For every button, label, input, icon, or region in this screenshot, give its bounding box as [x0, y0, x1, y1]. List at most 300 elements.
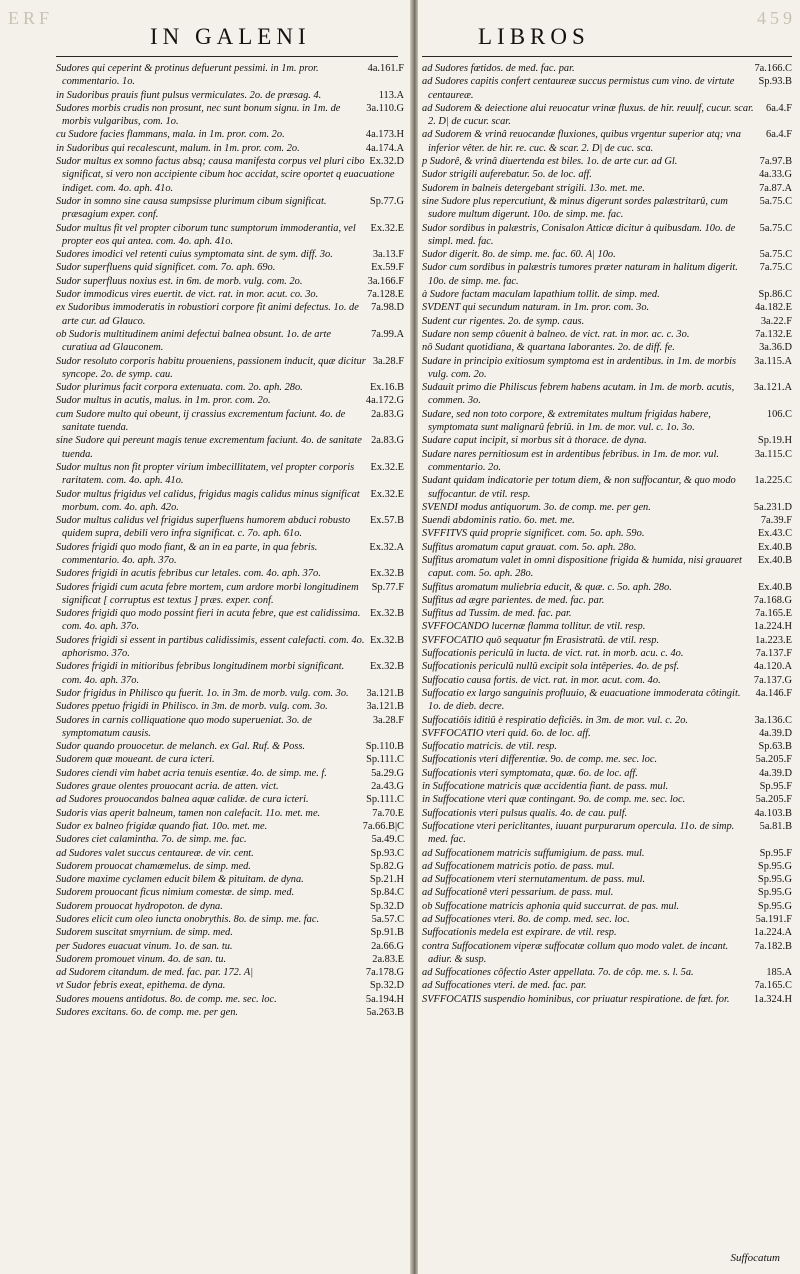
index-entry — [56, 926, 404, 939]
entry-reference: Ex.16.B — [369, 382, 404, 394]
index-entry — [422, 807, 792, 820]
entry-text: Suffitus aromatum valet in omni dispositione frigida & humida, nisi grauaret caput. com. 5o. aph. 28o. — [422, 554, 742, 580]
entry-text: ad Suffocationes vteri. 8o. de comp. med. sec. loc. — [422, 914, 630, 925]
entry-text: Sudent cur rigentes. 2o. de symp. caus. — [422, 315, 585, 327]
index-entry — [422, 355, 792, 382]
right-page — [418, 0, 800, 1274]
entry-reference: 2a.83.G — [371, 435, 404, 447]
index-entry — [56, 740, 404, 753]
entry-text: Sudare in principio exitiosum symptoma est in ardentibus. in 1m. de morbis vulg. com. 2o. — [422, 355, 737, 380]
index-entry — [56, 979, 404, 992]
entry-reference: Sp.82.G — [369, 860, 404, 872]
entry-reference: Sp.95.G — [757, 900, 792, 912]
entry-reference: Ex.43.C — [757, 528, 792, 540]
index-entry — [56, 128, 404, 141]
index-entry — [422, 793, 792, 806]
entry-reference: 3a.115.C — [754, 448, 792, 460]
entry-text: ad Suffocationes côfectio Aster appellata. 7o. de côp. me. s. l. 5a. — [422, 967, 694, 979]
index-entry — [422, 514, 792, 527]
index-entry — [422, 288, 792, 301]
entry-text: Sudores frigidi cum acuta febre mortem, cum ardore morbi longitudinem significat [ corruptus est textus ] præs. exper. conf. — [56, 581, 359, 606]
index-entry — [422, 341, 792, 354]
entry-text: in Sudoribus prauis fiunt pulsus vermiculates. 2o. de præsag. 4. — [56, 89, 322, 101]
entry-text: SVENDI modus antiquorum. 3o. de comp. me. per gen. — [422, 501, 651, 513]
entry-reference: 7a.66.B|C — [362, 820, 404, 832]
entry-reference: Ex.32.B — [369, 634, 404, 646]
entry-text: Sudor strigili auferebatur. 5o. de loc. aff. — [422, 169, 592, 181]
entry-text: Sudores morbis crudis non prosunt, nec sunt bonum signu. in 1m. de morbis vulgaribus, com. 1o. — [56, 102, 341, 128]
index-entry — [422, 195, 792, 222]
entry-text: Sudor quando prouocetur. de melanch. ex Gal. Ruf. & Poss. — [56, 741, 305, 753]
entry-reference: 113.A — [378, 89, 404, 101]
index-entry — [56, 408, 404, 435]
index-entry — [56, 381, 404, 394]
entry-text: Sudor frigidus in Philisco qu fuerit. 1o. in 3m. de morb. vulg. com. 3o. — [56, 687, 349, 699]
index-entry — [56, 913, 404, 926]
index-entry — [56, 940, 404, 953]
entry-reference: 4a.173.H — [365, 129, 404, 141]
entry-reference: Ex.59.F — [371, 262, 404, 274]
index-entry — [56, 567, 404, 580]
entry-reference: 3a.110.G — [366, 102, 404, 114]
entry-reference: 1a.224.A — [753, 927, 792, 939]
entry-reference: 5a.49.C — [371, 834, 404, 846]
entry-text: Sudores in carnis colliquatione quo modo superueniat. 3o. de symptomatum causis. — [56, 714, 312, 739]
index-entry — [56, 275, 404, 288]
entry-text: Sudores excitans. 6o. de comp. me. per gen. — [56, 1007, 238, 1019]
index-entry — [56, 607, 404, 634]
entry-text: contra Suffocationem viperæ suffocatæ collum quo modo valet. de incant. adiur. & susp. — [422, 940, 729, 965]
entry-reference: 6a.4.F — [766, 129, 792, 141]
entry-text: Sudores elicit cum oleo iuncta onobrythis. 8o. de simp. me. fac. — [56, 914, 320, 925]
entry-reference: Sp.111.C — [366, 754, 404, 766]
entry-text: Sudores qui ceperint & protinus defuerunt pessimi. in 1m. pror. commentario. 1o. — [56, 63, 319, 88]
entry-text: Suffitus aromatum caput grauat. com. 5o. aph. 28o. — [422, 541, 637, 553]
entry-reference: 5a.205.F — [755, 794, 792, 806]
entry-text: SVFFITVS quid proprie significet. com. 5o. aph. 59o. — [422, 528, 645, 540]
index-entry — [56, 873, 404, 886]
index-entry — [56, 89, 404, 102]
index-entry — [422, 900, 792, 913]
entry-text: Suffocatiôis iditiû è respiratio deficiês. in 3m. de mor. vul. c. 2o. — [422, 714, 688, 726]
entry-reference: Sp.95.G — [757, 874, 792, 886]
entry-reference: Ex.32.B — [369, 568, 404, 580]
entry-text: ad Suffocationem vteri sternutamentum. de pass. mul. — [422, 874, 646, 886]
entry-reference: 5a.57.C — [371, 914, 404, 925]
entry-text: Sudor superfluens quid significet. com. 7o. aph. 69o. — [56, 262, 276, 274]
entry-reference: Sp.86.C — [758, 289, 792, 301]
entry-reference: 4a.161.F — [367, 63, 404, 74]
entry-text: Sudorem suscitat smyrnium. de simp. med. — [56, 927, 233, 939]
entry-reference: 4a.103.B — [754, 807, 792, 819]
header-rule — [422, 56, 792, 57]
entry-text: nô Sudant quotidiana, & quartana laborantes. 2o. de diff. fe. — [422, 342, 675, 354]
index-entry — [422, 75, 792, 102]
entry-reference: Ex.32.D — [369, 156, 404, 168]
index-entry — [56, 514, 404, 541]
entry-text: Suffocatio ex largo sanguinis profluuio, & euacuatione immoderata côtingit. 1o. de dieb. decre. — [422, 687, 741, 713]
index-entry — [422, 873, 792, 886]
entry-text: ad Sudores fœtidos. de med. fac. par. — [422, 63, 575, 74]
entry-reference: 3a.115.A — [754, 355, 792, 367]
index-entry — [56, 222, 404, 249]
entry-reference: Sp.77.G — [369, 195, 404, 207]
index-entry — [422, 102, 792, 129]
entry-reference: 3a.121.B — [366, 701, 404, 713]
entry-reference: 7a.137.G — [753, 674, 792, 686]
entry-text: Sudorem prouocat chamæmelus. de simp. med. — [56, 860, 251, 872]
entry-text: Sudare, sed non toto corpore, & extremitates multum frigidas habere, symptomata sunt malignarû febriû. in 1m. de mor. vul. c. 1o. 3o. — [422, 408, 711, 434]
entry-text: Suffocationis vteri differentiæ. 9o. de comp. me. sec. loc. — [422, 754, 658, 766]
entry-text: Suffocationis vteri symptomata, quæ. 6o. de loc. aff. — [422, 767, 638, 779]
entry-reference: 5a.29.G — [371, 767, 404, 779]
index-entry — [422, 315, 792, 328]
running-head-left: IN GALENI — [150, 24, 311, 49]
entry-reference: 5a.81.B — [759, 820, 792, 832]
index-entry — [56, 993, 404, 1006]
index-entry — [422, 155, 792, 168]
index-entries-left — [56, 62, 404, 1019]
entry-text: Sudare non semp côuenit à balneo. de vict. rat. in mor. ac. c. 3o. — [422, 328, 690, 340]
entry-reference: 2a.66.G — [371, 940, 404, 952]
entry-text: Sudores ciendi vim habet acria tenuis esentiæ. 4o. de simp. me. f. — [56, 767, 327, 779]
entry-text: Sudorem in balneis detergebant strigili. 13o. met. me. — [422, 182, 645, 194]
index-entry — [422, 448, 792, 475]
entry-reference: 3a.136.C — [754, 714, 792, 726]
index-entry — [56, 488, 404, 515]
index-entry — [56, 753, 404, 766]
entry-text: Sudoris vias aperit balneum, tamen non calefacit. 11o. met. me. — [56, 807, 321, 819]
entry-reference: Sp.95.G — [757, 860, 792, 872]
index-entry — [56, 195, 404, 222]
index-entry — [56, 886, 404, 899]
entry-reference: Sp.63.B — [758, 741, 792, 753]
header-rule — [56, 56, 398, 57]
entry-text: SVFFOCATIO vteri quid. 6o. de loc. aff. — [422, 727, 591, 739]
entry-reference: Ex.32.E — [370, 488, 404, 500]
entry-reference: 7a.99.A — [371, 328, 404, 340]
index-entry — [422, 780, 792, 793]
index-entry — [422, 660, 792, 673]
entry-reference: 3a.166.F — [367, 275, 404, 287]
entry-reference: 1a.324.H — [753, 993, 792, 1005]
index-entry — [422, 714, 792, 727]
entry-text: Sudor multus fit vel propter ciborum tunc sumptorum immoderantia, vel propter eos qui antea. com. 4o. aph. 41o. — [56, 222, 356, 247]
index-entry — [422, 979, 792, 992]
entry-text: ad Suffocationes vteri. de med. fac. par. — [422, 980, 587, 992]
entry-text: Sudores imodici vel retenti cuius symptomata sint. de sym. diff. 3o. — [56, 249, 333, 261]
index-entry — [56, 700, 404, 713]
index-entry — [56, 581, 404, 608]
index-entry — [422, 301, 792, 314]
entry-text: Sudores frigidi quo modo possint fieri in acuta febre, que est calidissima. com. 4o. aph. 37o. — [56, 608, 361, 633]
entry-reference: Ex.40.B — [757, 541, 792, 553]
entry-text: Sudores frigidi si essent in partibus calidissimis, essent calefacti. com. 4o. aphorismo. 37o. — [56, 634, 365, 660]
entry-reference: 4a.146.F — [755, 687, 792, 699]
entry-reference: 7a.178.G — [365, 967, 404, 979]
entry-text: ad Suffocationê vteri pessarium. de pass. mul. — [422, 887, 614, 899]
index-entry — [56, 261, 404, 274]
index-entry — [422, 940, 792, 967]
entry-reference: 7a.97.B — [759, 156, 792, 168]
entry-text: Sudorem prouocat hydropoton. de dyna. — [56, 900, 223, 912]
index-entry — [422, 674, 792, 687]
entry-text: ad Sudores prouocandos balnea aquæ calidæ. de cura icteri. — [56, 794, 309, 806]
entry-text: Sudor plurimus facit corpora extenuata. com. 2o. aph. 28o. — [56, 382, 303, 394]
index-entry — [422, 328, 792, 341]
entry-reference: 4a.120.A — [753, 661, 792, 673]
entry-reference: 1a.225.C — [754, 475, 792, 487]
entry-text: Sudor in somno sine causa sumpsisse plurimum cibum significat. præsagium exper. conf. — [56, 195, 327, 221]
entry-reference: 3a.28.F — [372, 714, 404, 726]
entry-reference: 1a.223.E — [755, 634, 792, 646]
entry-reference: Sp.32.D — [369, 900, 404, 912]
entry-reference: Sp.95.F — [759, 847, 792, 859]
entry-text: ob Sudoris multitudinem animi defectui balnea obsunt. 1o. de arte curatiua ad Glauconem. — [56, 328, 332, 354]
index-entry — [56, 780, 404, 793]
entry-text: Sudare caput incipit, si morbus sit à thorace. de dyna. — [422, 435, 647, 447]
entry-text: p Sudorê, & vrinâ diuertenda est biles. 1o. de arte cur. ad Gl. — [422, 156, 678, 168]
index-entry — [422, 820, 792, 847]
index-entry — [56, 461, 404, 488]
entry-text: in Sudoribus qui recalescunt, malum. in 1m. pror. com. 2o. — [56, 142, 300, 154]
entry-reference: 1a.224.H — [753, 621, 792, 633]
entry-reference: 106.C — [766, 408, 792, 420]
entry-text: Sudores graue olentes prouocant acria. de atten. vict. — [56, 781, 279, 793]
entry-text: Suffocatio causa fortis. de vict. rat. in mor. acut. com. 4o. — [422, 674, 661, 686]
entry-reference: 7a.182.B — [754, 940, 792, 952]
entry-reference: 4a.33.G — [759, 169, 792, 181]
index-entry — [422, 474, 792, 501]
entry-reference: 3a.36.D — [759, 342, 792, 354]
entry-text: Sudor multus calidus vel frigidus superfluens humorem abduci robusto quidem supra, debili vero infra significat. c. 7o. aph. 61o. — [56, 515, 351, 540]
index-entry — [422, 647, 792, 660]
entry-text: Sudores mouens antidotus. 8o. de comp. me. sec. loc. — [56, 993, 277, 1005]
index-entry — [56, 900, 404, 913]
index-entry — [422, 886, 792, 899]
entry-text: Sudores frigidi quo modo fiant, & an in ea parte, in qua febris. commentario. 4o. aph. 37o. — [56, 541, 318, 566]
entry-text: Sudare nares pernitiosum est in ardentibus febribus. in 1m. de mor. vul. commentario. 2o. — [422, 448, 719, 473]
entry-text: Suffitus ad Tussim. de med. fac. par. — [422, 608, 572, 620]
entry-text: Sudor sordibus in palæstris, Conisalon Atticæ dicitur à quibusdam. 10o. de simpl. med. fac. — [422, 222, 736, 247]
entry-reference: 3a.28.F — [372, 355, 404, 367]
entry-text: sine Sudore plus repercutiunt, & minus digerunt sordes palæstritarû, cum sudore multum digerunt. 10o. de simp. me. fac. — [422, 195, 728, 221]
entry-text: ad Sudorem & deiectione alui reuocatur vrinæ fluxus. de hir. reuulf, cucur. scar. 2. D| de cucur. scar. — [422, 102, 754, 128]
bleed-through-text: ERF — [8, 8, 54, 28]
index-entry — [422, 182, 792, 195]
index-entry — [56, 860, 404, 873]
index-entry — [422, 248, 792, 261]
index-entry — [56, 62, 404, 89]
index-entry — [56, 660, 404, 687]
index-entry — [56, 634, 404, 661]
entry-reference: 5a.194.H — [365, 993, 404, 1005]
index-entry — [422, 527, 792, 540]
index-entry — [422, 501, 792, 514]
entry-text: Sudor resoluto corporis habitu proueniens, passionem inducit, quæ dicitur syncope. 2o. de symp. cau. — [56, 355, 366, 380]
entry-reference: Ex.32.E — [370, 222, 404, 234]
index-entry — [422, 634, 792, 647]
entry-text: Suffocatione vteri periclitantes, iuuant purpurarum opercula. 11o. de simp. med. fac. — [422, 820, 735, 846]
entry-reference: 4a.174.A — [365, 142, 404, 154]
entry-reference: 5a.75.C — [759, 195, 792, 207]
entry-reference: 5a.75.C — [759, 249, 792, 261]
entry-reference: Ex.32.A — [369, 541, 404, 553]
book-gutter — [410, 0, 418, 1274]
index-entry — [56, 541, 404, 568]
entry-reference: 7a.128.E — [367, 289, 404, 301]
entry-text: Suffocatio matricis. de vtil. resp. — [422, 741, 557, 753]
entry-reference: Ex.32.B — [369, 661, 404, 673]
index-entry — [56, 301, 404, 328]
entry-reference: 7a.165.C — [754, 980, 792, 992]
index-entry — [56, 288, 404, 301]
entry-text: Sudorem prouocant ficus nimium comestæ. de simp. med. — [56, 887, 295, 899]
index-entry — [56, 328, 404, 355]
index-entry — [422, 554, 792, 581]
index-entry — [56, 248, 404, 261]
entry-reference: Sp.91.B — [370, 927, 404, 939]
entry-text: Sudorem quæ moueant. de cura icteri. — [56, 754, 215, 766]
entry-text: SVFFOCATIS suspendio hominibus, cor priuatur respiratione. de fœt. for. — [422, 993, 730, 1005]
index-entries-right — [422, 62, 792, 1006]
index-entry — [56, 767, 404, 780]
entry-text: Sudor ex balneo frigidæ quando fiat. 10o. met. me. — [56, 820, 268, 832]
entry-reference: 2a.83.G — [371, 408, 404, 420]
entry-text: Sudor multus in acutis, malus. in 1m. pror. com. 2o. — [56, 395, 271, 407]
entry-reference: Ex.32.E — [370, 461, 404, 473]
index-entry — [422, 767, 792, 780]
entry-text: Sudor superfluus noxius est. in 6m. de morb. vulg. com. 2o. — [56, 275, 303, 287]
index-entry — [422, 926, 792, 939]
entry-reference: Sp.95.F — [759, 781, 792, 793]
entry-text: SVFFOCATIO quô sequatur fm Erasistratû. de vtil. resp. — [422, 634, 660, 646]
entry-reference: Sp.19.H — [757, 435, 792, 447]
entry-reference: 3a.13.F — [372, 249, 404, 261]
entry-text: Sudor digerit. 8o. de simp. me. fac. 60. A| 10o. — [422, 249, 616, 261]
entry-text: Sudores ciet calamintha. 7o. de simp. me. fac. — [56, 834, 247, 846]
entry-reference: 185.A — [766, 967, 792, 979]
index-entry — [56, 155, 404, 195]
entry-reference: 7a.168.G — [753, 594, 792, 606]
entry-reference: 7a.87.A — [759, 182, 792, 194]
entry-text: Suffocationis medela est expirare. de vtil. resp. — [422, 927, 617, 939]
entry-text: ob Suffocatione matricis aphonia quid succurrat. de pas. mul. — [422, 900, 680, 912]
entry-text: Sudant quidam indicatorie per totum diem, & non suffocantur, & quo modo suffocantur. de vtil. resp. — [422, 475, 736, 500]
index-entry — [422, 594, 792, 607]
entry-text: Suffocationis vteri pulsus qualis. 4o. de cau. pulf. — [422, 807, 628, 819]
entry-reference: 3a.22.F — [760, 315, 792, 327]
entry-text: Sudor multus frigidus vel calidus, frigidus magis calidus minus significat morbum. com. 4o. aph. 42o. — [56, 488, 360, 513]
entry-text: Sudorem promouet vinum. 4o. de san. tu. — [56, 953, 227, 965]
entry-text: Sudor immodicus vires euertit. de vict. rat. in mor. acut. co. 3o. — [56, 289, 319, 301]
index-entry — [422, 753, 792, 766]
entry-text: Sudor multus ex somno factus absq; causa manifesta corpus vel pluri cibo significat, si vero non accipiente cibum hoc accidat, scire oportet q euacuatione indiget. com. 4o. aph. 41o. — [56, 156, 395, 194]
entry-reference: Ex.40.B — [757, 581, 792, 593]
entry-reference: 3a.121.B — [366, 687, 404, 699]
entry-reference: 7a.98.D — [371, 302, 404, 314]
entry-reference: 4a.172.G — [365, 395, 404, 407]
entry-reference: 2a.43.G — [371, 781, 404, 793]
entry-reference: Sp.93.C — [370, 847, 404, 859]
entry-text: ad Sudores valet succus centaureæ. de vir. cent. — [56, 847, 254, 859]
index-entry — [56, 793, 404, 806]
index-entry — [56, 847, 404, 860]
entry-reference: 7a.165.E — [755, 608, 792, 620]
index-entry — [56, 714, 404, 741]
entry-text: SVFFOCANDO lucernæ flamma tollitur. de vtil. resp. — [422, 621, 646, 633]
entry-text: ad Sudores capitis confert centaureæ succus permistus cum vino. de virtute centaureæ. — [422, 76, 735, 101]
entry-text: Suffocationis periculû in lucta. de vict. rat. in morb. acu. c. 4o. — [422, 648, 684, 660]
entry-reference: Sp.110.B — [365, 741, 404, 753]
index-entry — [422, 261, 792, 288]
entry-reference: 5a.231.D — [753, 501, 792, 513]
entry-reference: Sp.84.C — [370, 887, 404, 899]
index-entry — [422, 993, 792, 1006]
entry-reference: 7a.70.E — [372, 807, 404, 819]
entry-text: per Sudores euacuat vinum. 1o. de san. tu. — [56, 940, 233, 952]
index-entry — [422, 913, 792, 926]
entry-reference: Sp.111.C — [366, 794, 404, 806]
index-entry — [422, 727, 792, 740]
entry-reference: 4a.39.D — [759, 727, 792, 739]
entry-text: ex Sudoribus immoderatis in robustiori corpore fit animi defectus. 1o. de arte cur. ad Glauco. — [56, 302, 359, 327]
bleed-through-text: 459 — [757, 8, 796, 28]
entry-text: Sudores frigidi in mitioribus febribus longitudinem morbi significant. com. 4o. aph. 37o. — [56, 661, 345, 686]
entry-text: Suffitus aromatum muliebria educit, & quæ. c. 5o. aph. 28o. — [422, 581, 672, 593]
entry-text: Suffocationis periculû nullû excipit sola intêperies. 4o. de psf. — [422, 661, 680, 673]
entry-text: Sudores frigidi in acutis febribus cur letales. com. 4o. aph. 37o. — [56, 568, 321, 580]
index-entry — [56, 833, 404, 846]
entry-reference: Sp.77.F — [371, 581, 404, 593]
running-head-right: LIBROS — [478, 24, 590, 49]
entry-text: ad Sudorem & vrinâ reuocandæ fluxiones, quibus vrgentur superior atq; vna inferior vêter. de hir. re. cuc. & scar. 2. D| de cuc. sca. — [422, 129, 741, 154]
entry-reference: 5a.205.F — [755, 754, 792, 766]
entry-reference: Ex.32.B — [369, 608, 404, 620]
entry-reference: 3a.121.A — [753, 382, 792, 394]
index-entry — [56, 807, 404, 820]
index-entry — [56, 434, 404, 461]
entry-text: Suffitus ad ægre parientes. de med. fac. par. — [422, 594, 605, 606]
index-entry — [422, 541, 792, 554]
index-entry — [422, 687, 792, 714]
index-entry — [422, 62, 792, 75]
entry-text: ad Suffocationem matricis potio. de pass. mul. — [422, 860, 615, 872]
index-entry — [422, 740, 792, 753]
entry-text: vt Sudor febris exeat, epithema. de dyna. — [56, 980, 226, 992]
entry-text: Sudores ppetuo frigidi in Philisco. in 3m. de morb. vulg. com. 3o. — [56, 701, 328, 713]
entry-text: Sudauit primo die Philiscus febrem habens acutam. in 1m. de morb. acutis, commen. 3o. — [422, 382, 735, 407]
index-entry — [422, 381, 792, 408]
entry-reference: 7a.137.F — [755, 648, 792, 660]
entry-reference: 5a.191.F — [755, 914, 792, 925]
entry-reference: 4a.182.E — [755, 302, 792, 314]
index-entry — [422, 222, 792, 249]
index-entry — [422, 168, 792, 181]
entry-reference: Sp.32.D — [369, 980, 404, 992]
index-entry — [422, 860, 792, 873]
entry-reference: 7a.75.C — [759, 262, 792, 274]
index-entry — [56, 687, 404, 700]
entry-text: à Sudore factam maculam lapathium tollit. de simp. med. — [422, 289, 660, 301]
entry-reference: Ex.57.B — [369, 515, 404, 527]
index-entry — [56, 102, 404, 129]
entry-text: sine Sudore qui pereunt magis tenue excrementum faciunt. 4o. de sanitate tuenda. — [56, 435, 362, 460]
index-entry — [422, 847, 792, 860]
entry-text: Sudor cum sordibus in palæstris tumores præter naturam in halitum digerit. 10o. de simp. me. fac. — [422, 262, 738, 287]
entry-text: cum Sudore multo qui obeunt, ij crassius excrementum faciunt. 4o. de sanitate tuenda. — [56, 408, 346, 434]
entry-text: in Suffocatione matricis quæ accidentia fiant. de pass. mul. — [422, 781, 669, 793]
